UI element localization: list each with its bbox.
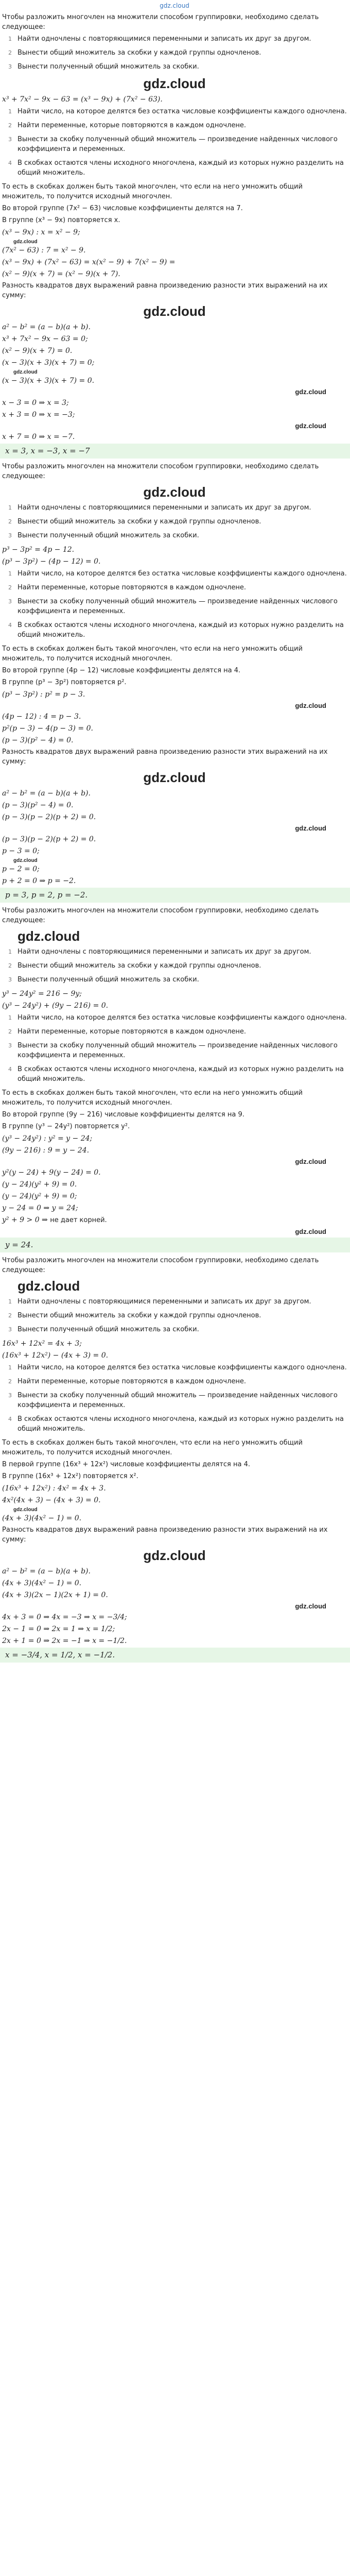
- equation: y²(y − 24) + 9(y − 24) = 0.: [2, 1168, 101, 1177]
- problem-1: [2, 12, 347, 459]
- step-item: 2 Вынести общий множитель за скобки у каждой группы одночленов.: [8, 49, 261, 57]
- equation: (y³ − 24y²) : y² = y − 24;: [2, 1134, 93, 1143]
- step-item: 1 Найти число, на которое делятся без остатка числовые коэффициенты каждого одночлена.: [8, 108, 347, 115]
- explanation: То есть в скобках должен быть такой многочлен, что если на него умножить общий множитель, то получится исходный многочлен.: [2, 183, 303, 200]
- problem-4: [2, 1256, 347, 1663]
- steps-list: [2, 107, 347, 178]
- step-item: 1 Найти одночлены с повторяющимися переменными и записать их друг за другом.: [8, 35, 311, 43]
- equation: (16x³ + 12x²) − (4x + 3) = 0.: [2, 1351, 109, 1360]
- equation: p + 2 = 0 ⇒ p = −2.: [2, 877, 76, 885]
- problem-2: [2, 462, 347, 903]
- step-item: 3 Вынести за скобку полученный общий множитель — произведение найденных числового коэффициента и переменных.: [8, 1042, 338, 1059]
- watermark: gdz.cloud: [13, 1507, 38, 1513]
- step-item: 2 Вынести общий множитель за скобки у каждой группы одночленов.: [8, 962, 261, 970]
- step-item: 1 Найти одночлены с повторяющимися переменными и записать их друг за другом.: [8, 948, 311, 956]
- intro-text: Чтобы разложить многочлен на множители способом группировки, необходимо сделать следующее:: [2, 1257, 319, 1274]
- watermark: gdz.cloud: [18, 928, 80, 944]
- explanation: Разность квадратов двух выражений равна произведению разности этих выражений на их сумму:: [2, 748, 328, 766]
- step-item: 3 Вынести полученный общий множитель за скобки.: [8, 63, 199, 71]
- explanation: То есть в скобках должен быть такой многочлен, что если на него умножить общий множитель, то получится исходный многочлен.: [2, 1089, 303, 1107]
- equation: a² − b² = (a − b)(a + b).: [2, 789, 91, 798]
- site-link[interactable]: gdz.cloud: [160, 2, 189, 9]
- equation: 2x − 1 = 0 ⇒ 2x = 1 ⇒ x = 1/2;: [2, 1625, 115, 1633]
- explanation: Разность квадратов двух выражений равна произведению разности этих выражений на их сумму:: [2, 1526, 328, 1544]
- equation: 16x³ + 12x² = 4x + 3;: [2, 1340, 82, 1348]
- equation: p − 2 = 0;: [2, 865, 40, 873]
- equation: (y − 24)(y² + 9) = 0;: [2, 1192, 77, 1200]
- answer: p = 3, p = 2, p = −2.: [0, 888, 350, 903]
- intro-text: Чтобы разложить многочлен на множители способом группировки, необходимо сделать следующее:: [2, 463, 319, 480]
- watermark: gdz.cloud: [295, 1602, 326, 1610]
- step-item: 3 Вынести за скобку полученный общий множитель — произведение найденных числового коэффициента и переменных.: [8, 135, 338, 153]
- equation: x + 7 = 0 ⇒ x = −7.: [2, 433, 75, 441]
- equation: (p − 3)(p² − 4) = 0.: [2, 736, 74, 744]
- equation: a² − b² = (a − b)(a + b).: [2, 323, 91, 331]
- watermark: gdz.cloud: [295, 388, 326, 396]
- explanation: То есть в скобках должен быть такой многочлен, что если на него умножить общий множитель, то получится исходный многочлен.: [2, 1439, 303, 1456]
- step-item: 3 Вынести полученный общий множитель за скобки.: [8, 976, 199, 984]
- answer: x = −3/4, x = 1/2, x = −1/2.: [0, 1648, 350, 1663]
- equation: (x − 3)(x + 3)(x + 7) = 0;: [2, 359, 95, 367]
- steps-list: [2, 34, 347, 72]
- explanation: То есть в скобках должен быть такой многочлен, что если на него умножить общий множитель, то получится исходный многочлен.: [2, 645, 303, 663]
- step-item: 2 Найти переменные, которые повторяются в каждом одночлене.: [8, 122, 246, 129]
- equation: (4x + 3)(4x² − 1) = 0.: [2, 1514, 82, 1522]
- intro-text: Чтобы разложить многочлен на множители способом группировки, необходимо сделать следующее:: [2, 907, 319, 924]
- answer: y = 24.: [0, 1238, 350, 1252]
- steps-list: [2, 569, 347, 640]
- equation: (p³ − 3p²) − (4p − 12) = 0.: [2, 557, 101, 566]
- step-item: 4 В скобках остаются члены исходного многочлена, каждый из которых нужно разделить на общий множитель.: [8, 159, 344, 177]
- intro-text: Чтобы разложить многочлен на множители способом группировки, необходимо сделать следующее:: [2, 13, 319, 31]
- explanation: В группе (x³ − 9x) повторяется x.: [2, 216, 120, 224]
- equation: (4x + 3)(4x² − 1) = 0.: [2, 1579, 82, 1587]
- equation: (9y − 216) : 9 = y − 24.: [2, 1146, 90, 1155]
- answer: x = 3, x = −3, x = −7: [0, 444, 350, 459]
- explanation: Во второй группе (7x² − 63) числовые коэффициенты делятся на 7.: [2, 205, 243, 212]
- equation: 4x²(4x + 3) − (4x + 3) = 0.: [2, 1496, 101, 1504]
- equation: x³ + 7x² − 9x − 63 = 0;: [2, 335, 88, 343]
- equation: x³ + 7x² − 9x − 63 = (x³ − 9x) + (7x² − 63).: [2, 95, 163, 104]
- step-item: 2 Вынести общий множитель за скобки у каждой группы одночленов.: [8, 1312, 261, 1319]
- equation: (16x³ + 12x²) : 4x² = 4x + 3.: [2, 1484, 106, 1493]
- header: [2, 1, 347, 12]
- step-item: 2 Найти переменные, которые повторяются в каждом одночлене.: [8, 584, 246, 591]
- watermark: gdz.cloud: [295, 422, 326, 430]
- watermark: gdz.cloud: [143, 484, 206, 500]
- steps-list: [2, 1013, 347, 1084]
- step-item: 3 Вынести полученный общий множитель за скобки.: [8, 1326, 199, 1333]
- watermark: gdz.cloud: [13, 239, 38, 245]
- step-item: 1 Найти число, на которое делятся без остатка числовые коэффициенты каждого одночлена.: [8, 570, 347, 578]
- steps-list: [2, 503, 347, 540]
- watermark: gdz.cloud: [295, 824, 326, 832]
- equation: p³ − 3p² = 4p − 12.: [2, 546, 75, 554]
- steps-list: [2, 1297, 347, 1334]
- equation: (x³ − 9x) + (7x² − 63) = x(x² − 9) + 7(x² − 9) =: [2, 258, 176, 266]
- equation: (x − 3)(x + 3)(x + 7) = 0.: [2, 377, 95, 385]
- equation: x + 3 = 0 ⇒ x = −3;: [2, 411, 75, 419]
- equation: (x² − 9)(x + 7) = 0.: [2, 347, 73, 355]
- equation: (y³ − 24y²) + (9y − 216) = 0.: [2, 1002, 109, 1010]
- explanation: В первой группе (16x³ + 12x²) числовые коэффициенты делятся на 4.: [2, 1461, 250, 1468]
- explanation: В группе (p³ − 3p²) повторяется p².: [2, 679, 127, 686]
- explanation: В группе (16x³ + 12x²) повторяется x².: [2, 1472, 138, 1480]
- step-item: 4 В скобках остаются члены исходного многочлена, каждый из которых нужно разделить на общий множитель.: [8, 621, 344, 639]
- watermark: gdz.cloud: [143, 1548, 206, 1563]
- equation: y³ − 24y² = 216 − 9y;: [2, 990, 82, 998]
- step-item: 1 Найти одночлены с повторяющимися переменными и записать их друг за другом.: [8, 1298, 311, 1306]
- step-item: 2 Вынести общий множитель за скобки у каждой группы одночленов.: [8, 518, 261, 526]
- equation: 4x + 3 = 0 ⇒ 4x = −3 ⇒ x = −3/4;: [2, 1613, 127, 1621]
- problem-3: [2, 906, 347, 1252]
- watermark: gdz.cloud: [295, 702, 326, 709]
- step-item: 1 Найти число, на которое делятся без остатка числовые коэффициенты каждого одночлена.: [8, 1364, 347, 1371]
- equation: (p − 3)(p² − 4) = 0.: [2, 801, 74, 809]
- step-item: 2 Найти переменные, которые повторяются в каждом одночлене.: [8, 1378, 246, 1385]
- watermark: gdz.cloud: [18, 1278, 80, 1294]
- equation: (p − 3)(p − 2)(p + 2) = 0.: [2, 813, 96, 821]
- equation: [2, 1215, 347, 1226]
- step-item: 3 Вынести за скобку полученный общий множитель — произведение найденных числового коэффициента и переменных.: [8, 598, 338, 615]
- equation: a² − b² = (a − b)(a + b).: [2, 1567, 91, 1575]
- step-item: 4 В скобках остаются члены исходного многочлена, каждый из которых нужно разделить на общий множитель.: [8, 1065, 344, 1083]
- equation: y − 24 = 0 ⇒ y = 24;: [2, 1204, 78, 1212]
- step-item: 1 Найти число, на которое делятся без остатка числовые коэффициенты каждого одночлена.: [8, 1014, 347, 1022]
- watermark: gdz.cloud: [295, 1228, 326, 1235]
- watermark: gdz.cloud: [143, 303, 206, 319]
- note: не дает корней.: [50, 1216, 107, 1224]
- equation: p²(p − 3) − 4(p − 3) = 0.: [2, 724, 93, 733]
- equation: (4x + 3)(2x − 1)(2x + 1) = 0.: [2, 1591, 108, 1599]
- inequality: y² + 9 > 0 ⇒: [2, 1216, 48, 1224]
- explanation: Во второй группе (4p − 12) числовые коэффициенты делятся на 4.: [2, 667, 241, 674]
- watermark: gdz.cloud: [143, 770, 206, 785]
- step-item: 3 Вынести полученный общий множитель за скобки.: [8, 532, 199, 539]
- explanation: Во второй группе (9y − 216) числовые коэффициенты делятся на 9.: [2, 1111, 244, 1118]
- equation: (p − 3)(p − 2)(p + 2) = 0.: [2, 835, 96, 843]
- equation: (x² − 9)(x + 7) = (x² − 9)(x + 7).: [2, 270, 120, 278]
- step-item: 2 Найти переменные, которые повторяются в каждом одночлене.: [8, 1028, 246, 1036]
- watermark: gdz.cloud: [13, 369, 38, 375]
- step-item: 3 Вынести за скобку полученный общий множитель — произведение найденных числового коэффициента и переменных.: [8, 1392, 338, 1409]
- step-item: 1 Найти одночлены с повторяющимися переменными и записать их друг за другом.: [8, 504, 311, 512]
- equation: 2x + 1 = 0 ⇒ 2x = −1 ⇒ x = −1/2.: [2, 1637, 127, 1645]
- equation: (y − 24)(y² + 9) = 0.: [2, 1180, 77, 1189]
- steps-list: [2, 1363, 347, 1434]
- equation: (p³ − 3p²) : p² = p − 3.: [2, 690, 85, 699]
- explanation: Разность квадратов двух выражений равна произведению разности этих выражений на их сумму:: [2, 282, 328, 299]
- watermark: gdz.cloud: [13, 858, 38, 863]
- watermark: gdz.cloud: [295, 1158, 326, 1165]
- equation: p − 3 = 0;: [2, 847, 40, 855]
- explanation: В группе (y³ − 24y²) повторяется y².: [2, 1123, 130, 1130]
- equation: (x³ − 9x) : x = x² − 9;: [2, 228, 80, 236]
- steps-list: [2, 947, 347, 985]
- watermark: gdz.cloud: [143, 76, 206, 91]
- equation: (7x² − 63) : 7 = x² − 9.: [2, 246, 86, 255]
- equation: x − 3 = 0 ⇒ x = 3;: [2, 399, 69, 407]
- equation: (4p − 12) : 4 = p − 3.: [2, 713, 81, 721]
- step-item: 4 В скобках остаются члены исходного многочлена, каждый из которых нужно разделить на общий множитель.: [8, 1415, 344, 1433]
